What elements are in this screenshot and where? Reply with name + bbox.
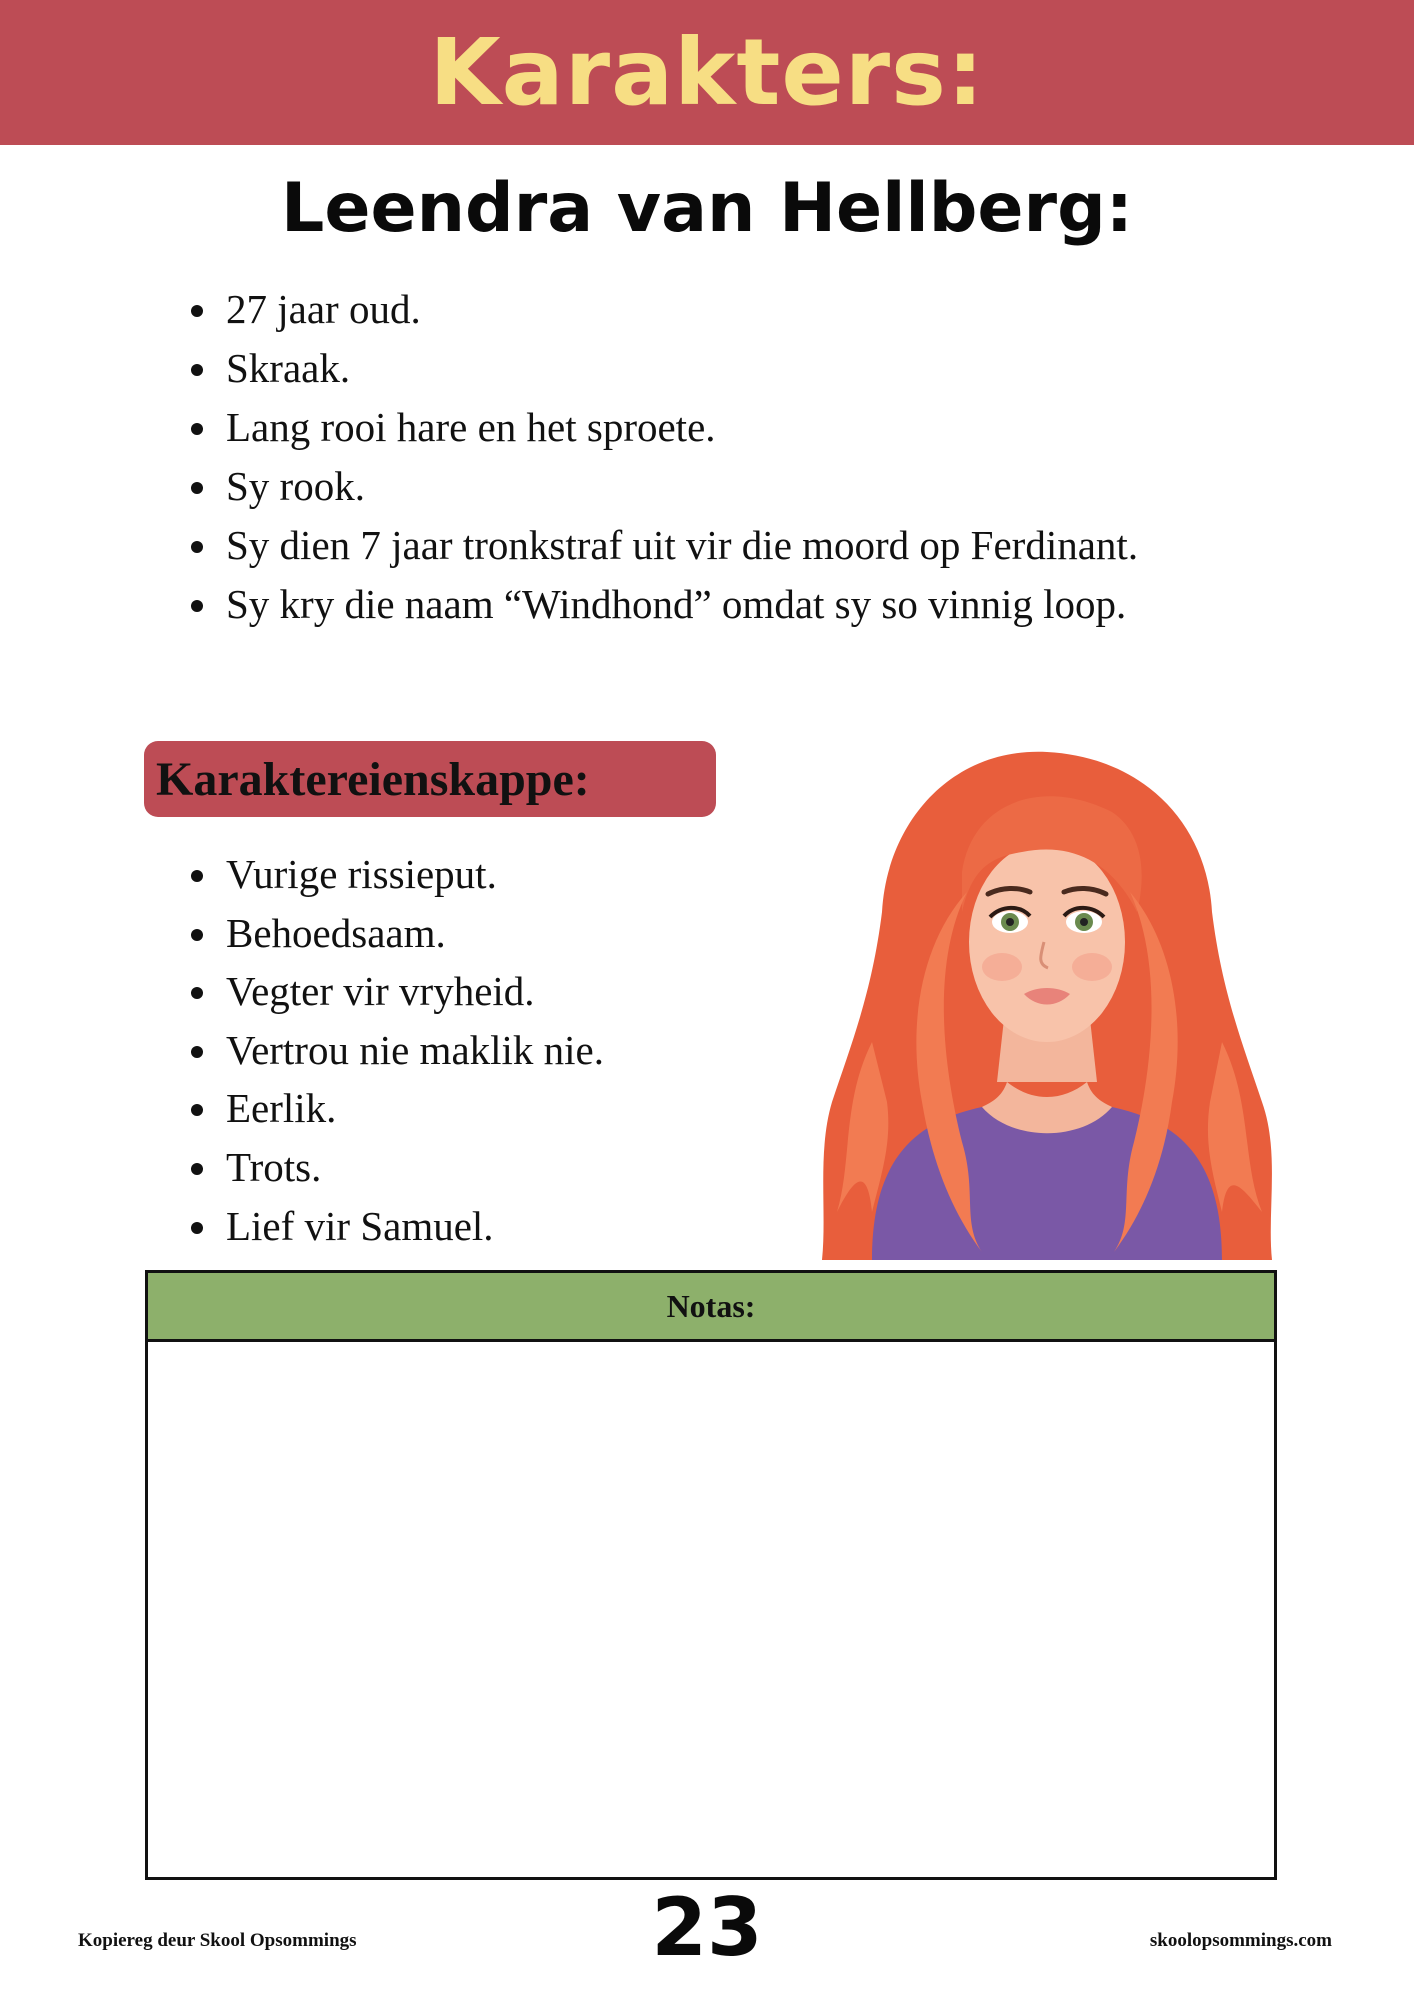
list-item: • Behoedsaam. bbox=[222, 904, 822, 963]
page-number: 23 bbox=[651, 1881, 763, 1974]
notes-box[interactable] bbox=[145, 1270, 1277, 1880]
footer-website: skoolopsommings.com bbox=[1149, 1930, 1332, 1951]
red-haired-woman-illustration bbox=[812, 742, 1282, 1260]
list-item: • Vurige rissieput. bbox=[222, 845, 822, 904]
notes-header: Notas: bbox=[148, 1273, 1274, 1342]
list-item: • Sy dien 7 jaar tronkstraf uit vir die moord op Ferdinant. bbox=[222, 516, 1342, 575]
list-item: • Skraak. bbox=[222, 339, 1342, 398]
character-name: Leendra van Hellberg: bbox=[281, 169, 1133, 248]
list-item: • Trots. bbox=[222, 1138, 822, 1197]
list-item: • Vertrou nie maklik nie. bbox=[222, 1021, 822, 1080]
list-item: • Sy kry die naam “Windhond” omdat sy so vinnig loop. bbox=[222, 575, 1342, 634]
traits-heading: Karaktereienskappe: bbox=[144, 741, 716, 817]
traits-list bbox=[180, 845, 822, 1255]
character-facts-list bbox=[180, 280, 1342, 634]
list-item: • Sy rook. bbox=[222, 457, 1342, 516]
page-title: Karakters: bbox=[429, 18, 985, 126]
top-banner bbox=[0, 0, 1414, 145]
list-item: • Lief vir Samuel. bbox=[222, 1197, 822, 1256]
list-item: • Vegter vir vryheid. bbox=[222, 962, 822, 1021]
list-item: • 27 jaar oud. bbox=[222, 280, 1342, 339]
list-item: • Lang rooi hare en het sproete. bbox=[222, 398, 1342, 457]
footer-copyright: Kopiereg deur Skool Opsommings bbox=[78, 1930, 357, 1951]
list-item: • Eerlik. bbox=[222, 1079, 822, 1138]
